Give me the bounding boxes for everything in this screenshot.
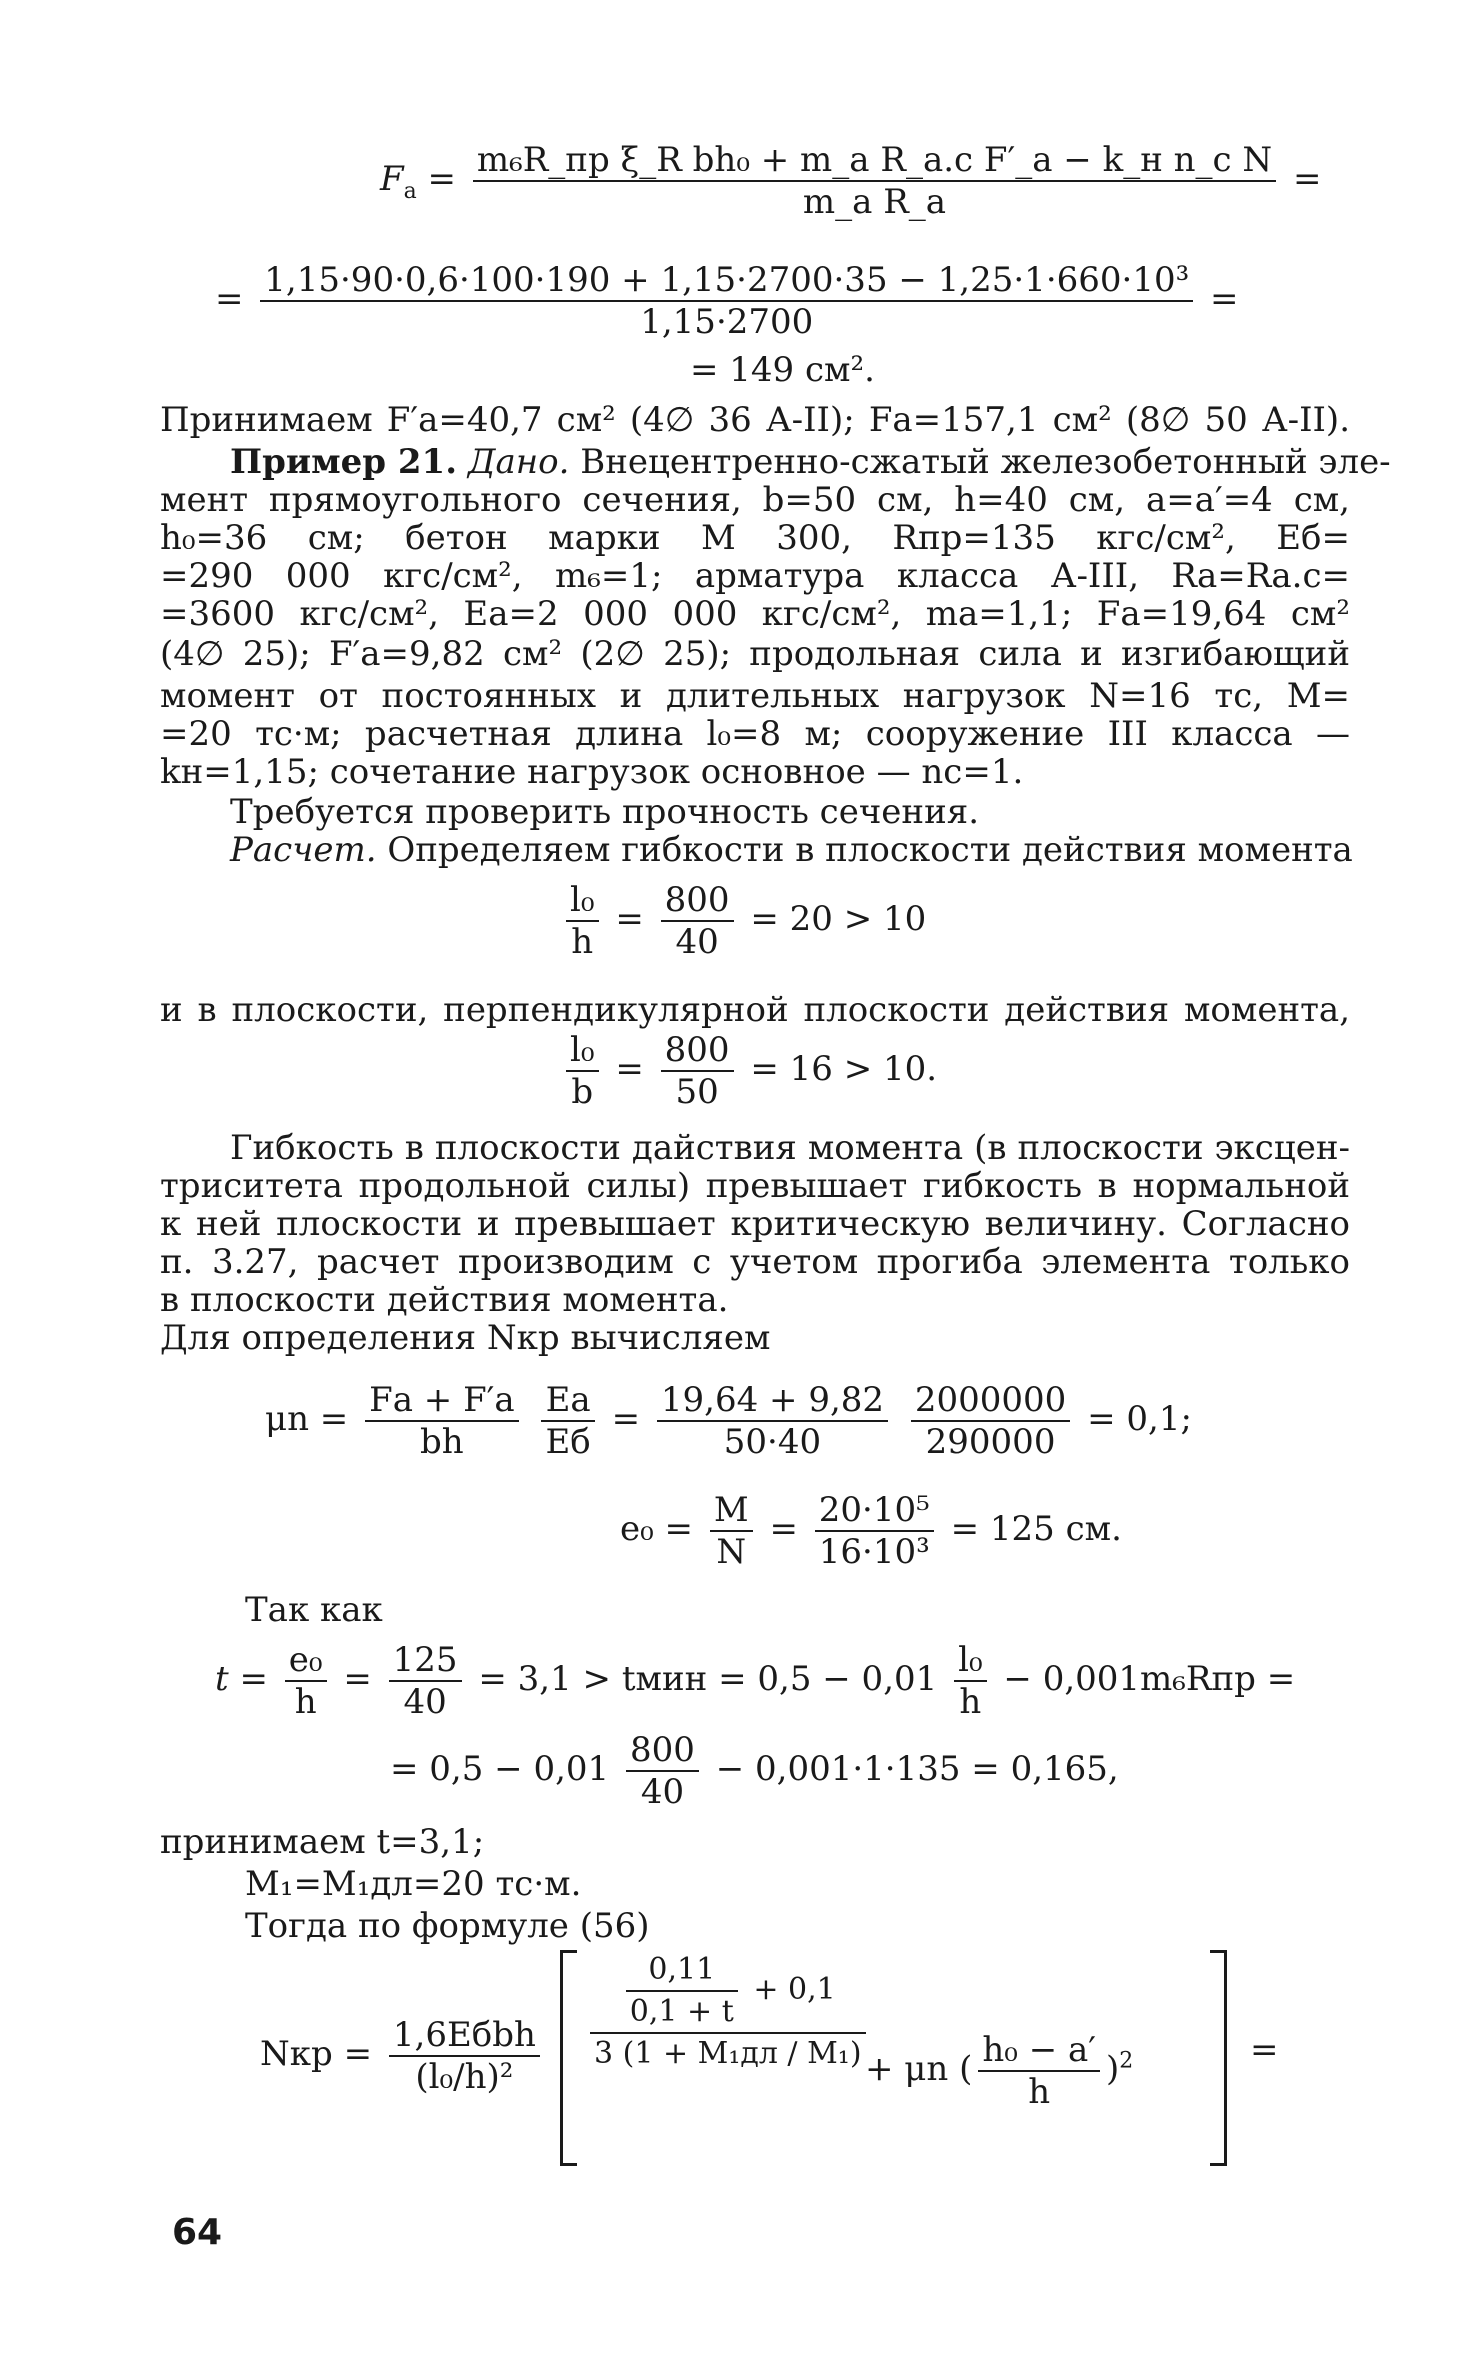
ncr-end: =: [1250, 2030, 1279, 2070]
example-line-0: Внецентренно-сжатый железобетонный эле-: [580, 442, 1391, 482]
formula-fa-lhs: F: [380, 159, 404, 199]
accept-t-line: принимаем t=3,1;: [160, 1822, 485, 1862]
calc-line: Расчет. Определяем гибкости в плоскости действия момента: [230, 830, 1353, 870]
equation-t-line2: = 0,5 − 0,01 $\frac{800}{40}$ − 0,001·1·135 = 0,165,: [390, 1730, 1119, 1812]
example-title-line: [160, 442, 1391, 482]
equation-t-line1: t = $\frac{\text{e₀}}{h}$ = $\frac{125}{40}$ = 3,1 > tмин = 0,5 − 0,01 $\frac{\text{l₀}}{h}$ − 0,001m₆Rпр =: [215, 1640, 1296, 1722]
equation-lh: $\frac{\text{l₀}}{h}$ = $\frac{800}{40}$ = 20 > 10: [560, 880, 926, 962]
flex-line-1: триситета продольной силы) превышает гибкость в нормальной: [160, 1166, 1350, 1206]
example-line-4: =3600 кгс/см², Eа=2 000 000 кгс/см², mа=1,1; Fа=19,64 см²: [160, 594, 1350, 634]
since-line: Так как: [245, 1590, 383, 1630]
formula-fa-line1: $F_а$ = $\frac{\text{m₆R\_пр ξ\_R bh₀ + m\_а R\_а.с F′\_а − k\_н n\_с N}}{\text{m\_а R\_а}}$ =: [380, 140, 1322, 222]
right-bracket: [1210, 1950, 1227, 2166]
given-label: Дано.: [467, 442, 570, 482]
equation-mu-n: μn = $\frac{Fа + F'а}{bh}$ $\frac{Eа}{Eб}$ = $\frac{19,64 + 9,82}{50\cdot 40}$ $\frac{2000000}{290000}$ = 0,1;: [265, 1380, 1192, 1462]
example-title: Пример 21.: [230, 442, 458, 482]
equation-lb: $\frac{\text{l₀}}{b}$ = $\frac{800}{50}$ = 16 > 10.: [560, 1030, 937, 1112]
equation-e0: e₀ = $\frac{M}{N}$ = $\frac{\text{20·10⁵}}{\text{16·10³}}$ = 125 см.: [620, 1490, 1122, 1572]
example-line-7: =20 тс·м; расчетная длина l₀=8 м; сооружение III класса —: [160, 714, 1350, 754]
page-number: 64: [172, 2212, 223, 2253]
formula-fa-result: = 149 см².: [690, 350, 875, 390]
left-bracket: [560, 1950, 577, 2166]
flex-line-0: Гибкость в плоскости дайствия момента (в плоскости эксцен-: [230, 1128, 1350, 1168]
flex-line-2: к ней плоскости и превышает критическую величину. Согласно: [160, 1204, 1350, 1244]
example-line-2: h₀=36 см; бетон марки М 300, Rпр=135 кгс/см², Eб=: [160, 518, 1350, 558]
example-line-1: мент прямоугольного сечения, b=50 см, h=40 см, a=a′=4 см,: [160, 480, 1350, 520]
then-line: Тогда по формуле (56): [245, 1906, 650, 1946]
formula-fa-fraction: $\frac{\text{m₆R\_пр ξ\_R bh₀ + m\_а R\_а.с F′\_а − k\_н n\_с N}}{\text{m\_а R\_а}}$: [473, 140, 1276, 222]
calc-label: Расчет.: [230, 830, 377, 870]
required-line: Требуется проверить прочность сечения.: [230, 792, 979, 832]
flex-line-4: в плоскости действия момента.: [160, 1280, 729, 1320]
ncr-inner-fraction: $\frac{0,11}{0,1 + t}$ + 0,1 3 (1 + M₁дл / M₁): [590, 1950, 866, 2074]
example-line-6: момент от постоянных и длительных нагрузок N=16 тс, M=: [160, 676, 1350, 716]
formula-fa-numeric-fraction: $\frac{\text{1,15·90·0,6·100·190 + 1,15·2700·35 − 1,25·1·660·10³}}{1,15\cdot 2700}$: [260, 260, 1193, 342]
example-line-5: (4∅ 25); F′а=9,82 см² (2∅ 25); продольная сила и изгибающий: [160, 634, 1350, 674]
equation-ncr: Nкр = $\frac{\text{1,6Eбbh}}{\text{(l₀/h)²}}$: [260, 2015, 546, 2097]
example-line-8: kн=1,15; сочетание нагрузок основное — nс=1.: [160, 752, 1024, 792]
accept-line: Принимаем F′а=40,7 см² (4∅ 36 А-II); Fа=157,1 см² (8∅ 50 А-II).: [160, 400, 1350, 440]
m1-line: M₁=M₁дл=20 тс·м.: [245, 1864, 582, 1904]
ncr-intro: Для определения Nкр вычисляем: [160, 1318, 771, 1358]
formula-fa-line2: = $\frac{\text{1,15·90·0,6·100·190 + 1,15·2700·35 − 1,25·1·660·10³}}{1,15\cdot 2700}$ =: [215, 260, 1239, 342]
perp-line: и в плоскости, перпендикулярной плоскости действия момента,: [160, 990, 1350, 1030]
ncr-mu-term: + μn ( $\frac{\text{h₀ − a′}}{h}$ )$^2$: [865, 2030, 1134, 2112]
example-line-3: =290 000 кгс/см², m₆=1; арматура класса А-III, Rа=Rа.с=: [160, 556, 1350, 596]
flex-line-3: п. 3.27, расчет производим с учетом прогиба элемента только: [160, 1242, 1350, 1282]
